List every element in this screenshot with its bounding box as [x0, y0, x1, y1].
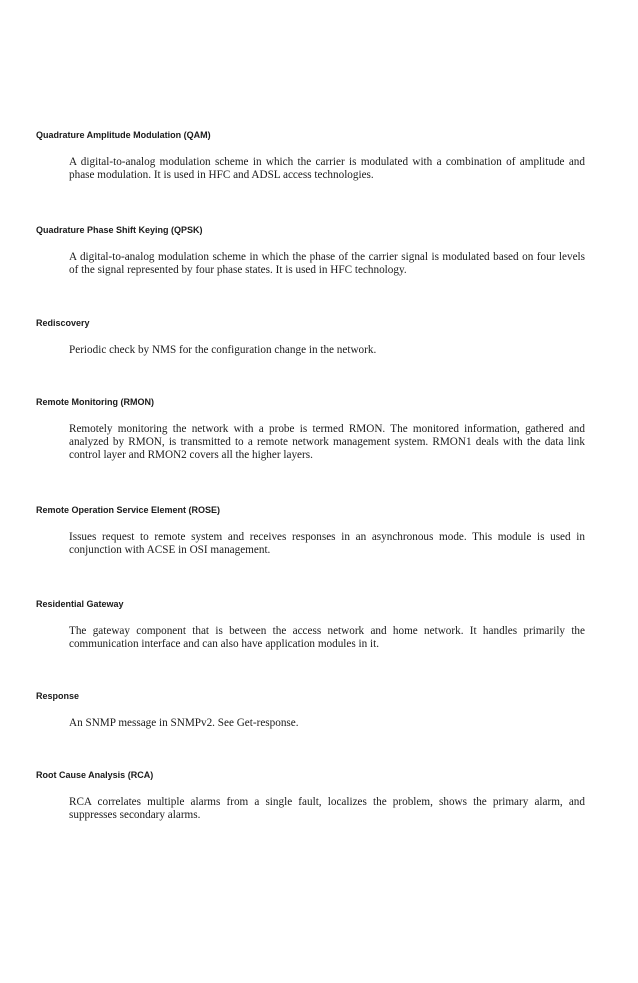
term-heading: Response: [36, 691, 80, 701]
term-definition: Issues request to remote system and receives responses in an asynchronous mode. This module is used in conjunction with ACSE in OSI management.: [69, 531, 585, 557]
term-heading: Rediscovery: [36, 318, 90, 328]
term-heading: Quadrature Amplitude Modulation (QAM): [36, 130, 211, 140]
term-heading: Residential Gateway: [36, 599, 124, 609]
term-heading: Root Cause Analysis (RCA): [36, 770, 154, 780]
term-definition: The gateway component that is between the access network and home network. It handles primarily the communication interface and can also have application modules in it.: [69, 625, 585, 651]
term-definition: An SNMP message in SNMPv2. See Get-response.: [69, 717, 299, 729]
term-definition: Remotely monitoring the network with a probe is termed RMON. The monitored information, gathered and analyzed by RMON, is transmitted to a remote network management system. RMON1 deals with the data link control layer and RMON2 covers all the higher layers.: [69, 423, 585, 462]
term-definition: A digital-to-analog modulation scheme in which the phase of the carrier signal is modulated based on four levels of the signal represented by four phase states. It is used in HFC technology.: [69, 251, 585, 277]
term-definition: RCA correlates multiple alarms from a single fault, localizes the problem, shows the primary alarm, and suppresses secondary alarms.: [69, 796, 585, 822]
term-definition: Periodic check by NMS for the configuration change in the network.: [69, 344, 377, 356]
term-heading: Quadrature Phase Shift Keying (QPSK): [36, 225, 203, 235]
term-definition: A digital-to-analog modulation scheme in which the carrier is modulated with a combination of amplitude and phase modulation. It is used in HFC and ADSL access technologies.: [69, 156, 585, 182]
term-heading: Remote Monitoring (RMON): [36, 397, 154, 407]
term-heading: Remote Operation Service Element (ROSE): [36, 505, 221, 515]
